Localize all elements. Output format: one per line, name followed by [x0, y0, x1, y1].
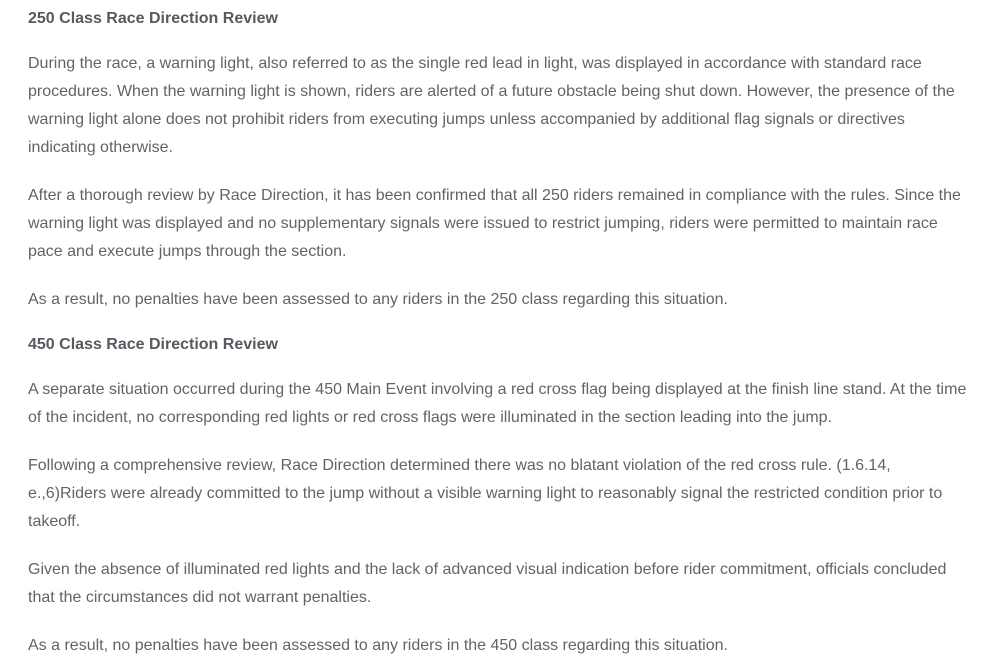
paragraph: Following a comprehensive review, Race Direction determined there was no blatant violation of the red cross rule. (1.6.14, e.,6)Riders were already committed to the jump without a visible warning light to reasonably signal the restricted condition prior to takeoff.: [28, 457, 943, 530]
section-heading: 450 Class Race Direction Review: [28, 336, 278, 353]
paragraph: During the race, a warning light, also referred to as the single red lead in light, was displayed in accordance with standard race procedures. When the warning light is shown, riders are alerted of a future obstacle being shut down. However, the presence of the warning light alone does not prohibit riders from executing jumps unless accompanied by additional flag signals or directives indicating otherwise.: [28, 55, 955, 156]
section-heading: 250 Class Race Direction Review: [28, 10, 278, 27]
paragraph: As a result, no penalties have been assessed to any riders in the 250 class regarding this situation.: [28, 291, 728, 308]
paragraph: After a thorough review by Race Direction, it has been confirmed that all 250 riders remained in compliance with the rules. Since the warning light was displayed and no supplementary signals were issued to restrict jumping, riders were permitted to maintain race pace and execute jumps through the section.: [28, 187, 961, 260]
paragraph: As a result, no penalties have been assessed to any riders in the 450 class regarding this situation.: [28, 637, 728, 654]
paragraph: Given the absence of illuminated red lights and the lack of advanced visual indication before rider commitment, officials concluded that the circumstances did not warrant penalties.: [28, 561, 947, 606]
section-450-class: [28, 334, 991, 660]
paragraph: A separate situation occurred during the 450 Main Event involving a red cross flag being displayed at the finish line stand. At the time of the incident, no corresponding red lights or red cross flags were illuminated in the section leading into the jump.: [28, 381, 967, 426]
section-250-class: [28, 8, 991, 314]
